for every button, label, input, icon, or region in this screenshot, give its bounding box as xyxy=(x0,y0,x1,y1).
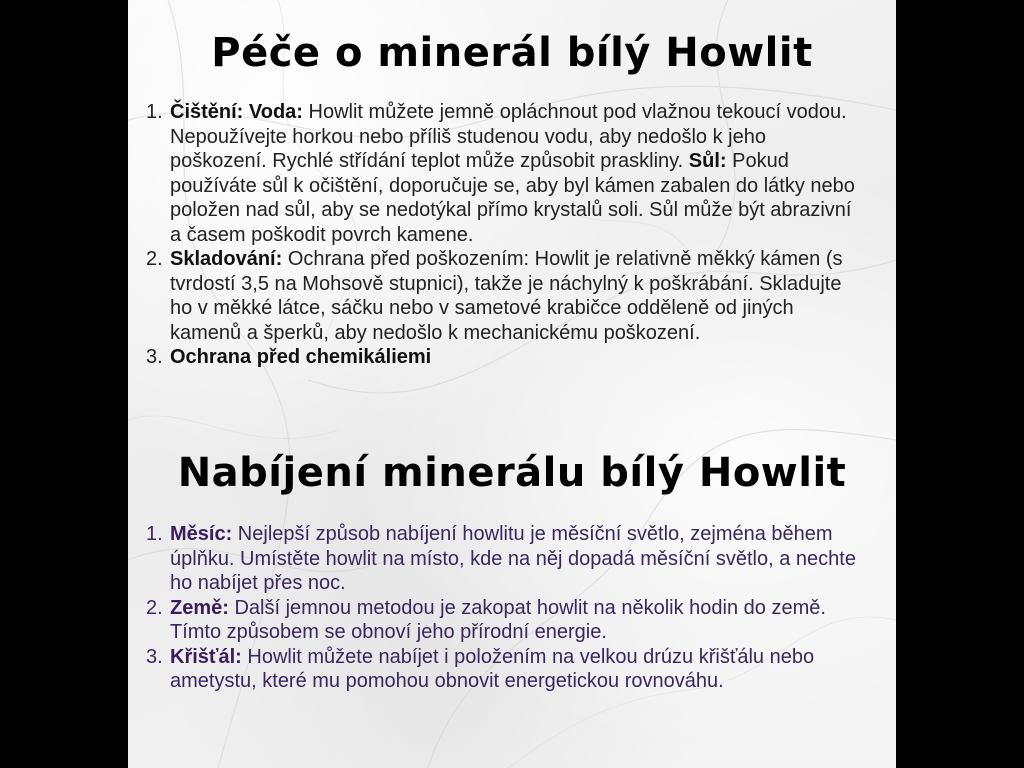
item-text: Howlit můžete jemně opláchnout pod vlažnou tekoucí vodou. Nepoužívejte horkou nebo příliš studenou vodu, aby nedošlo k jeho poškození. Rychlé střídání teplot může způsobit praskliny. xyxy=(170,101,847,172)
list-item xyxy=(146,645,866,694)
item-text: Howlit můžete nabíjet i položením na velkou drúzu křišťálu nebo ametystu, které mu pomohou obnovit energetickou rovnováhu. xyxy=(170,645,815,692)
item-subheading: Sůl: xyxy=(688,150,727,172)
list-number: 3. xyxy=(146,346,163,368)
list-number: 2. xyxy=(146,596,163,619)
list-item xyxy=(146,522,866,596)
marble-card xyxy=(128,0,896,768)
item-heading: Čištění: Voda: xyxy=(170,101,303,123)
item-heading: Skladování: xyxy=(170,248,283,270)
item-text: Nejlepší způsob nabíjení howlitu je měsíční světlo, zejména během úplňku. Umístěte howlit na místo, kde na něj dopadá měsíční světlo, a nechte ho nabíjet přes noc. xyxy=(170,523,856,594)
charging-title: Nabíjení minerálu bílý Howlit xyxy=(177,450,847,496)
care-list xyxy=(146,100,866,370)
item-text: Další jemnou metodou je zakopat howlit na několik hodin do země. Tímto způsobem se obnoví jeho přírodní energie. xyxy=(170,596,826,643)
list-number: 3. xyxy=(146,645,163,668)
charging-list xyxy=(146,522,866,694)
item-heading: Měsíc: xyxy=(170,523,233,545)
item-heading: Ochrana před chemikáliemi xyxy=(170,346,432,368)
list-item xyxy=(146,247,866,345)
list-number: 1. xyxy=(146,101,163,123)
list-number: 2. xyxy=(146,248,163,270)
item-heading: Křišťál: xyxy=(170,645,242,668)
item-text: Ochrana před poškozením: Howlit je relativně měkký kámen (s tvrdostí 3,5 na Mohsově stupnici), takže je náchylný k poškrábání. Skladujte ho v měkké látce, sáčku nebo v sametové krabičce odděleně od jiných kamenů a šperků, aby nedošlo k mechanickému poškození. xyxy=(170,248,843,344)
item-text: Pokud používáte sůl k očištění, doporučuje se, aby byl kámen zabalen do látky nebo položen nad sůl, aby se nedotýkal přímo krystalů soli. Sůl může být abrazivní a časem poškodit povrch kamene. xyxy=(170,150,855,246)
list-item xyxy=(146,596,866,645)
list-item xyxy=(146,100,866,247)
list-item xyxy=(146,345,866,370)
list-number: 1. xyxy=(146,523,163,545)
care-title: Péče o minerál bílý Howlit xyxy=(211,30,813,76)
item-heading: Země: xyxy=(170,596,229,619)
